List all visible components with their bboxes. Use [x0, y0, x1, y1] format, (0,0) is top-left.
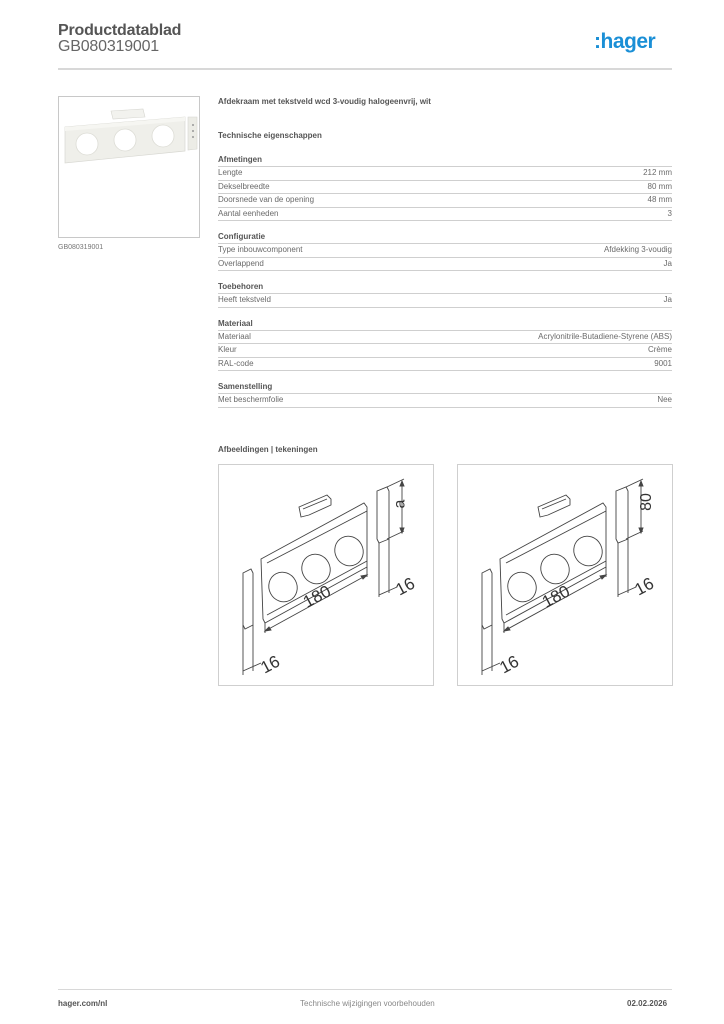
spec-label: Materiaal — [218, 331, 251, 341]
footer-disclaimer: Technische wijzigingen voorbehouden — [300, 999, 435, 1008]
footer-divider — [58, 989, 672, 990]
spec-value: 212 mm — [643, 168, 672, 177]
dimension-label-right: 16 — [631, 573, 658, 600]
dimension-label-height: 80 — [637, 493, 655, 511]
spec-row — [218, 258, 672, 272]
section-title: Configuratie — [218, 231, 672, 244]
spec-panel — [218, 96, 672, 408]
spec-value: Crème — [647, 345, 672, 354]
dimension-label-left: 16 — [496, 651, 523, 678]
spec-value: 9001 — [654, 358, 672, 368]
dimension-label-height: a — [391, 499, 409, 509]
spec-value: Nee — [657, 395, 672, 404]
section-materiaal — [218, 318, 672, 372]
spec-value: Ja — [663, 295, 672, 304]
spec-row — [218, 208, 672, 222]
spec-row — [218, 167, 672, 181]
spec-value: 80 mm — [647, 181, 672, 191]
section-title: Toebehoren — [218, 281, 672, 294]
spec-label: Type inbouwcomponent — [218, 245, 303, 254]
dimension-label-left: 16 — [257, 651, 284, 678]
spec-row — [218, 344, 672, 358]
section-title: Afmetingen — [218, 154, 672, 167]
section-title: Materiaal — [218, 318, 672, 331]
spec-value: Afdekking 3-voudig — [603, 245, 672, 254]
section-configuratie — [218, 231, 672, 271]
section-afmetingen — [218, 154, 672, 221]
product-code: GB080319001 — [58, 38, 160, 55]
spec-row — [218, 294, 672, 308]
spec-row — [218, 331, 672, 345]
product-title: Afdekraam met tekstveld wcd 3-voudig halogeenvrij, wit — [218, 97, 431, 106]
spec-label: Kleur — [218, 345, 237, 354]
dimension-label-right: 16 — [392, 573, 419, 600]
spec-label: Heeft tekstveld — [218, 295, 271, 304]
spec-label: Met beschermfolie — [218, 395, 284, 404]
footer-website-link[interactable]: hager.com/nl — [58, 999, 108, 1008]
footer-date: 02.02.2026 — [627, 999, 668, 1008]
spec-label: Overlappend — [218, 258, 264, 268]
document-title: Productdatablad — [58, 22, 182, 39]
spec-row — [218, 394, 672, 408]
spec-row — [218, 358, 672, 372]
product-thumbnail — [58, 96, 200, 238]
spec-label: Aantal eenheden — [218, 208, 279, 218]
spec-row — [218, 244, 672, 258]
hager-logo: :hager — [594, 30, 656, 53]
spec-value: 48 mm — [647, 195, 672, 204]
dimension-label-length: 180 — [299, 581, 334, 612]
technical-drawing-2 — [457, 464, 673, 686]
product-photo-icon — [59, 97, 199, 237]
spec-value: 3 — [667, 208, 672, 218]
spec-label: RAL-code — [218, 358, 254, 368]
spec-label: Dekselbreedte — [218, 181, 270, 191]
images-heading: Afbeeldingen | tekeningen — [218, 445, 318, 454]
section-samenstelling — [218, 381, 672, 408]
spec-value: Ja — [663, 258, 672, 268]
spec-value: Acrylonitrile-Butadiene-Styrene (ABS) — [538, 331, 672, 341]
dimension-label-length: 180 — [538, 581, 573, 612]
spec-label: Lengte — [218, 168, 243, 177]
section-title: Samenstelling — [218, 381, 672, 394]
technical-drawing-1 — [218, 464, 434, 686]
spec-row — [218, 181, 672, 195]
thumbnail-caption: GB080319001 — [58, 244, 104, 251]
technical-heading: Technische eigenschappen — [218, 131, 322, 140]
header-divider — [58, 68, 672, 70]
section-toebehoren — [218, 281, 672, 308]
spec-label: Doorsnede van de opening — [218, 195, 315, 204]
spec-row — [218, 194, 672, 208]
